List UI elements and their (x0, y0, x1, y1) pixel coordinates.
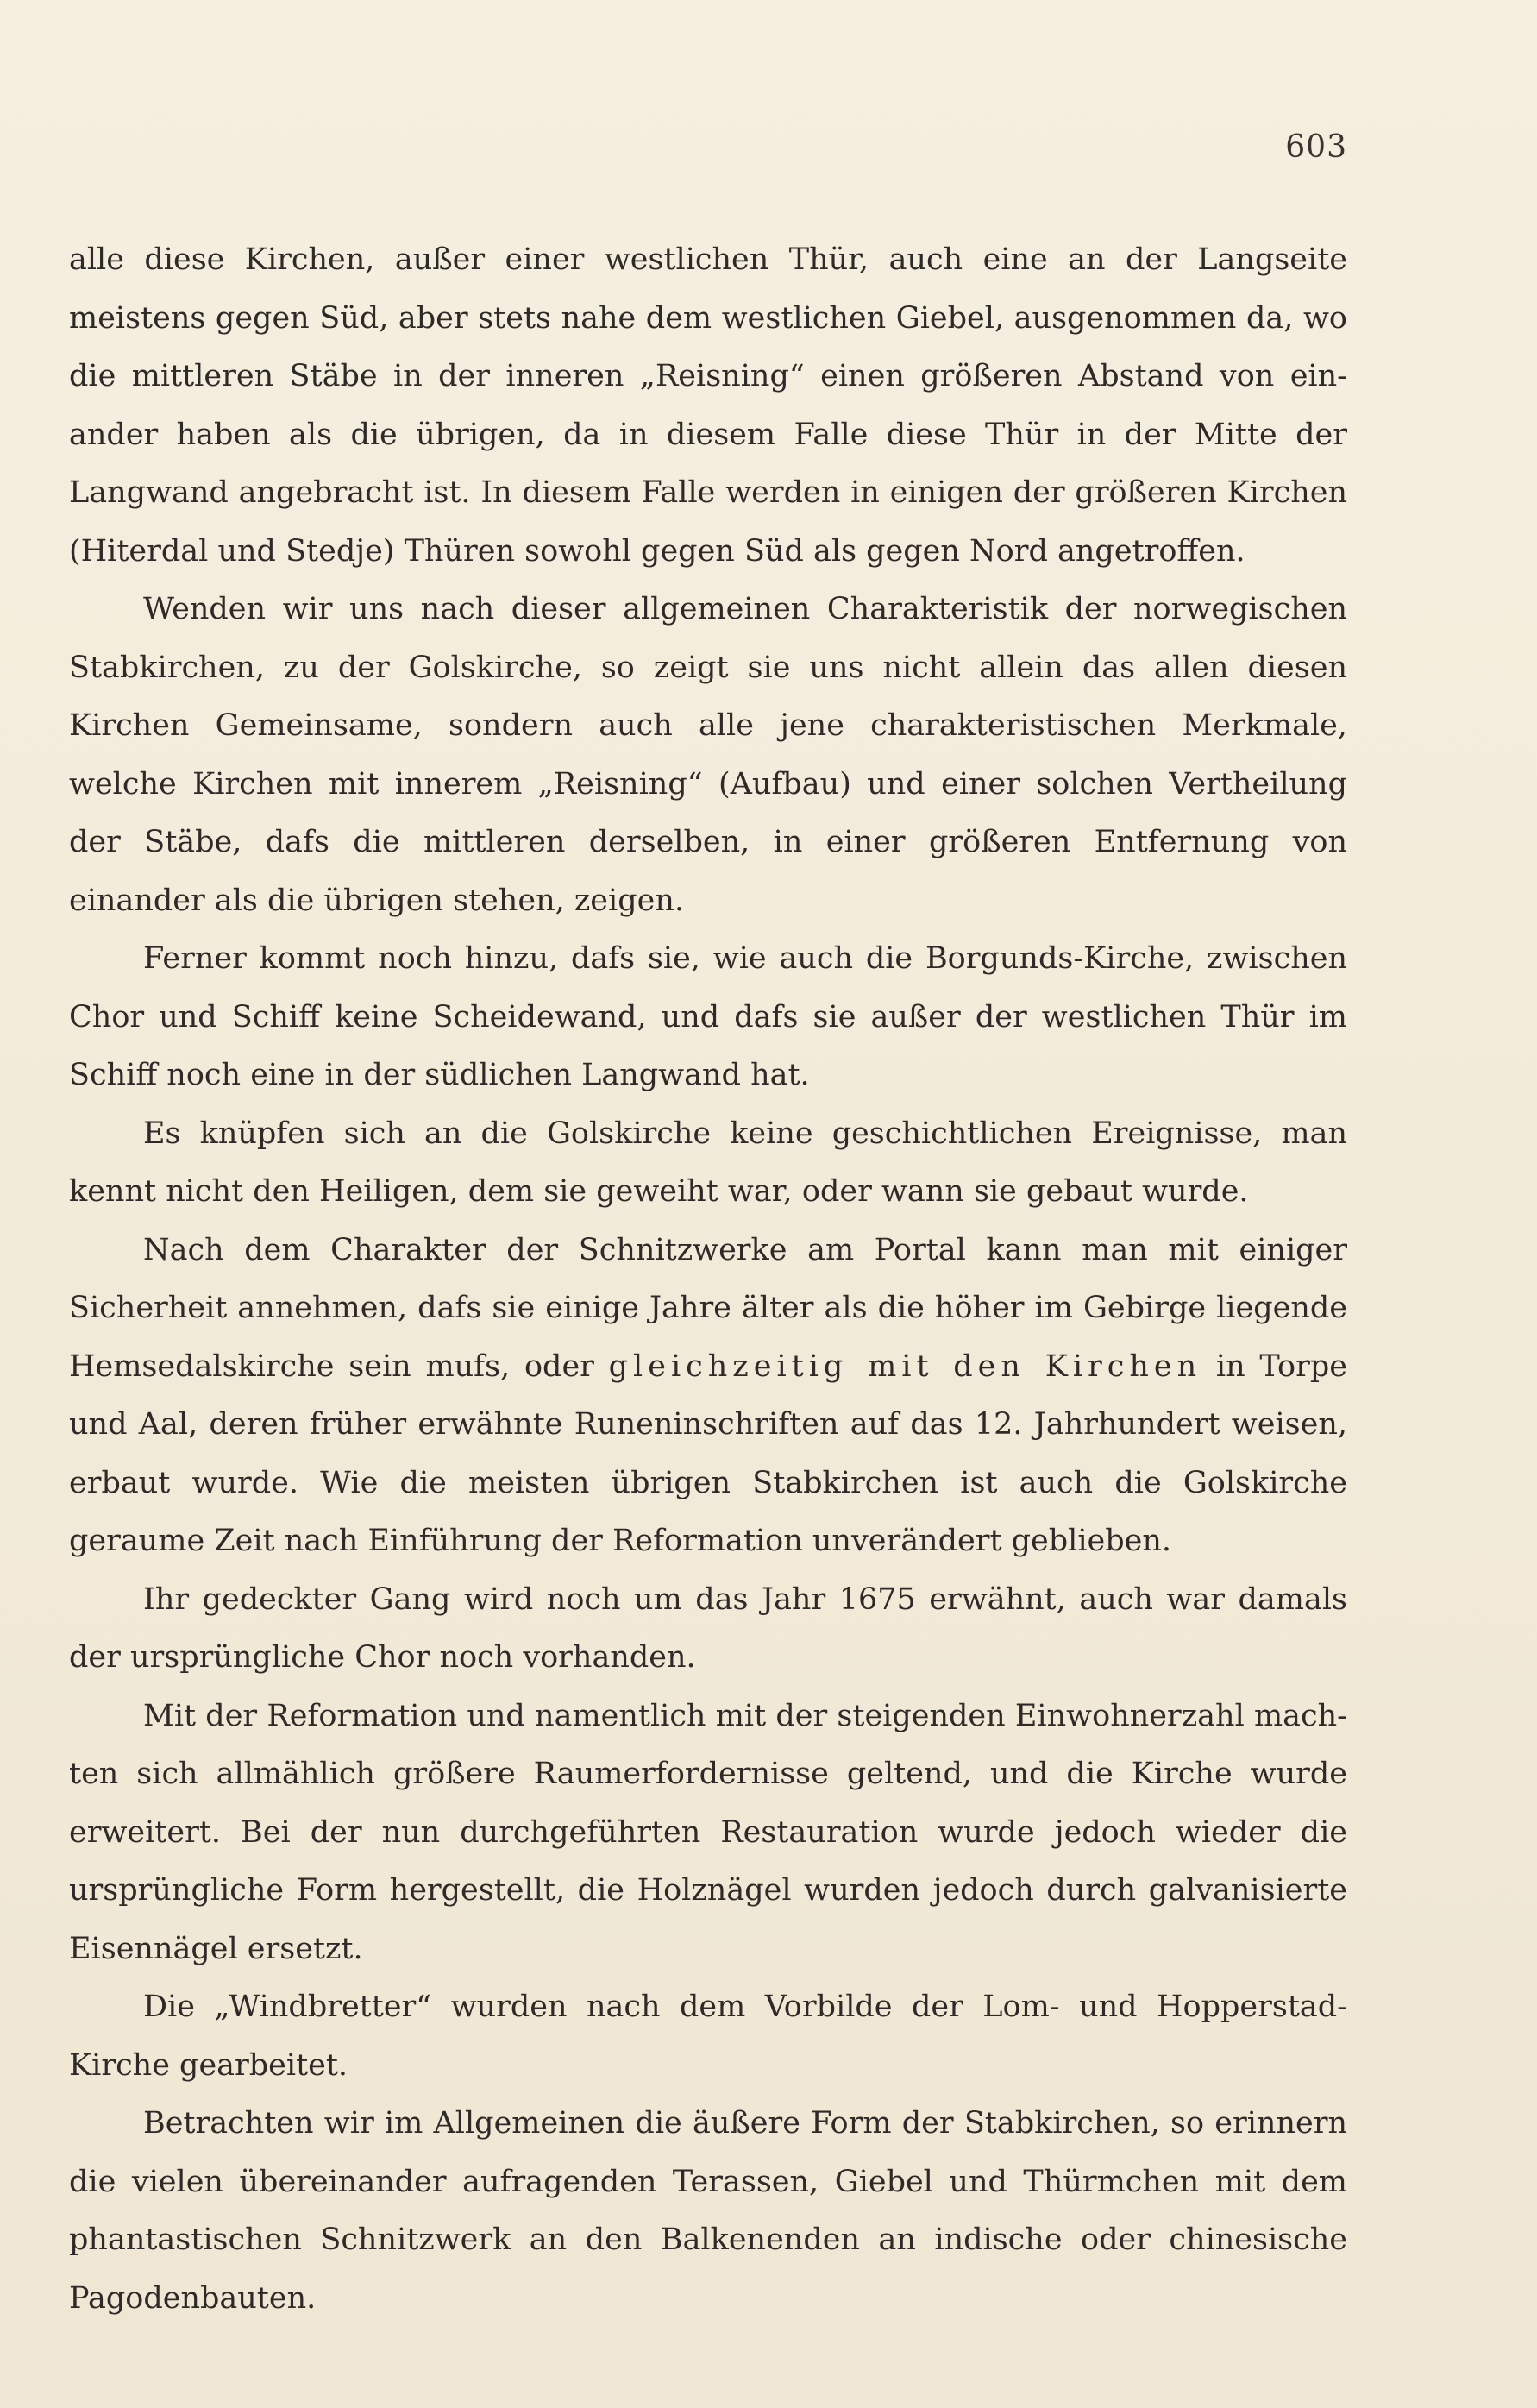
paragraph: Betrachten wir im Allgemeinen die äußere Form der Stabkirchen, so erinnern die vielen übereinander aufragenden Terassen, Giebel und Thürmchen mit dem phantastischen Schnitzwerk an den Balkenenden an indische oder chinesische Pagodenbauten. (69, 2106, 1347, 2316)
paragraph: Wenden wir uns nach dieser allgemeinen Charakteristik der norwegischen Stabkirchen, zu der Golskirche, so zeigt sie uns nicht allein das allen diesen Kirchen Gemeinsame, sondern auch alle jene charakteristischen Merkmale, welche Kirchen mit innerem „Reisning“ (Aufbau) und einer solchen Vertheilung der Stäbe, dafs die mittleren derselben, in einer größeren Entfernung von einander als die übrigen stehen, zeigen. (69, 592, 1347, 918)
paragraph: Ferner kommt noch hinzu, dafs sie, wie auch die Borgunds-Kirche, zwischen Chor und Schiff keine Scheidewand, und dafs sie außer der westlichen Thür im Schiff noch eine in der südlichen Langwand hat. (69, 941, 1347, 1092)
emphasized-text: gleichzeitig mit den Kirchen (608, 1349, 1202, 1384)
paragraph: Ihr gedeckter Gang wird noch um das Jahr 1675 erwähnt, auch war damals der ursprüngliche Chor noch vorhanden. (69, 1581, 1347, 1675)
paragraph: Mit der Reformation und namentlich mit der steigenden Einwohnerzahl machten sich allmählich größere Raumerfordernisse geltend, und die Kirche wurde erweitert. Bei der nun durchgeführten Restauration wurde jedoch wieder die ursprüngliche Form hergestellt, die Holznägel wurden jedoch durch galvanisierte Eisennägel ersetzt. (69, 1698, 1347, 1966)
page-number: 603 (1285, 129, 1347, 165)
paragraph: Es knüpfen sich an die Golskirche keine geschichtlichen Ereignisse, man kennt nicht den Heiligen, dem sie geweiht war, oder wann sie gebaut wurde. (69, 1116, 1347, 1209)
paragraph-text: Nach dem Charakter der Schnitzwerke am Portal kann man mit einiger Sicherheit annehmen, dafs sie einige Jahre älter als die höher im Gebirge liegende Hemsedalskirche sein mufs, oder (69, 1232, 1347, 1384)
paragraph: Die „Windbretter“ wurden nach dem Vorbilde der Lom- und Hopperstad-Kirche gearbeitet. (69, 1990, 1347, 2083)
body-text (69, 231, 1347, 2328)
paragraph: alle diese Kirchen, außer einer westlichen Thür, auch eine an der Langseite meistens gegen Süd, aber stets nahe dem westlichen Giebel, ausgenommen da, wo die mittleren Stäbe in der inneren „Reisning“ einen größeren Abstand von einander haben als die übrigen, da in diesem Falle diese Thür in der Mitte der Langwand angebracht ist. In diesem Falle werden in einigen der größeren Kirchen (Hiterdal und Stedje) Thüren sowohl gegen Süd als gegen Nord angetroffen. (69, 242, 1347, 569)
paragraph-text: in Torpe und Aal, deren früher erwähnte Runeninschriften auf das 12. Jahrhundert weisen, erbaut wurde. Wie die meisten übrigen Stabkirchen ist auch die Golskirche geraume Zeit nach Einführung der Reformation unverändert geblieben. (69, 1349, 1347, 1558)
paragraph (69, 1222, 1347, 1571)
